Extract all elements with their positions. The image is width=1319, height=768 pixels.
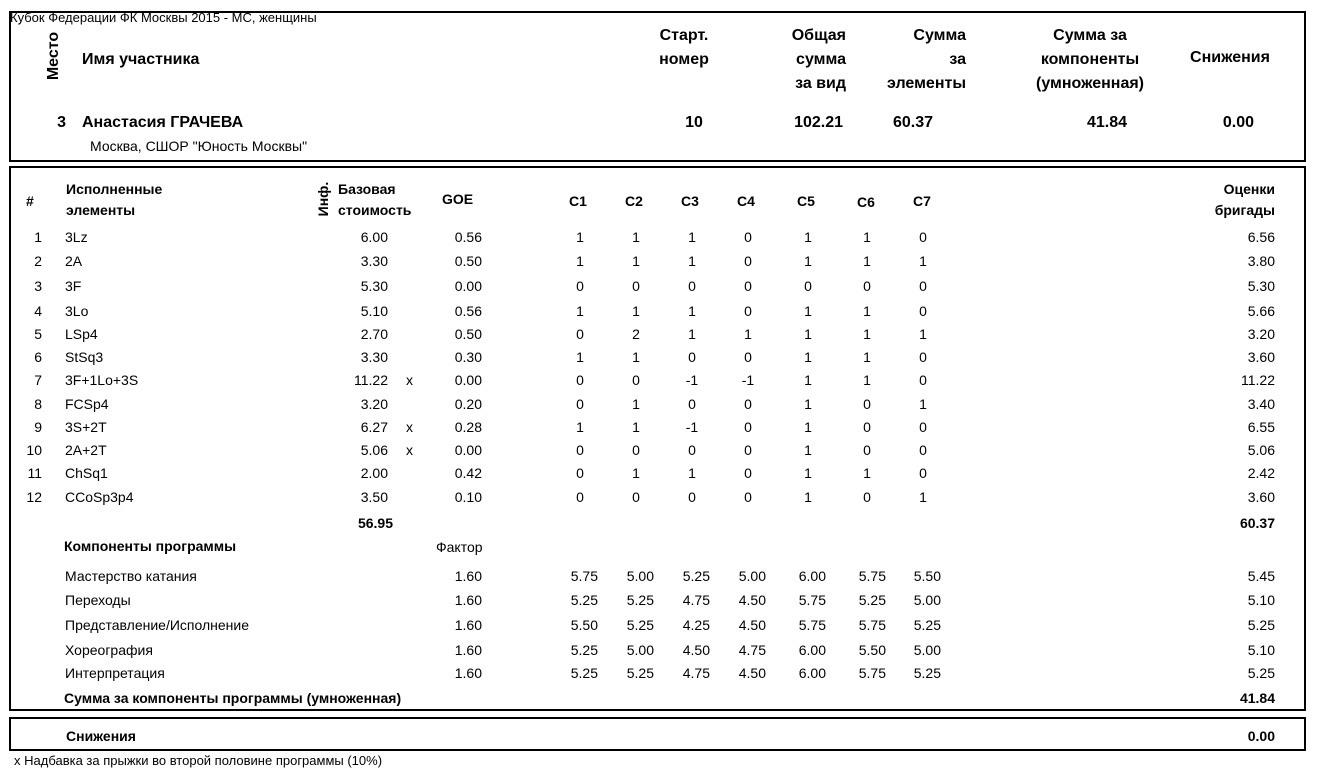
col-elements-header-1: Сумма <box>913 27 966 44</box>
skater-start-number: 10 <box>685 114 703 131</box>
element-judge-c2: 1 <box>632 303 640 319</box>
element-judge-c6: 1 <box>863 372 871 388</box>
element-judge-c2: 2 <box>632 326 640 342</box>
element-judge-c2: 1 <box>632 396 640 412</box>
component-judge-c5: 5.75 <box>798 617 826 633</box>
element-num: 3 <box>34 278 42 294</box>
component-judge-c4: 4.50 <box>738 665 766 681</box>
element-name: 3F+1Lo+3S <box>65 372 139 388</box>
component-score: 5.10 <box>1247 592 1275 608</box>
element-judge-c6: 1 <box>863 253 871 269</box>
element-judge-c4: -1 <box>741 372 755 388</box>
element-row <box>0 396 1319 418</box>
element-row <box>0 229 1319 251</box>
element-score: 3.60 <box>1247 489 1275 505</box>
element-judge-c5: 1 <box>804 442 812 458</box>
element-judge-c4: 0 <box>744 303 752 319</box>
element-base-value: 5.06 <box>360 442 388 458</box>
element-judge-c6: 0 <box>863 278 871 294</box>
element-judge-c3: 1 <box>688 303 696 319</box>
element-base-value: 3.20 <box>360 396 388 412</box>
component-judge-c2: 5.25 <box>626 617 654 633</box>
element-num: 5 <box>34 326 42 342</box>
component-judge-c5: 6.00 <box>798 568 826 584</box>
judge-header-c5: C5 <box>797 193 815 209</box>
element-judge-c6: 1 <box>863 326 871 342</box>
col-elements-header-3: элементы <box>887 75 966 92</box>
element-name: 3F <box>65 278 82 294</box>
base-header-1: Базовая <box>338 181 396 197</box>
col-components-header-3: (умноженная) <box>1036 75 1144 92</box>
element-judge-c4: 0 <box>744 349 752 365</box>
element-judge-c1: 0 <box>576 465 584 481</box>
element-judge-c4: 0 <box>744 253 752 269</box>
element-judge-c1: 0 <box>576 372 584 388</box>
element-goe: 0.42 <box>454 465 482 481</box>
element-judge-c3: 1 <box>688 326 696 342</box>
elements-total-score: 60.37 <box>1239 515 1275 531</box>
element-judge-c2: 1 <box>632 349 640 365</box>
element-judge-c2: 0 <box>632 278 640 294</box>
element-info: x <box>406 372 413 388</box>
element-judge-c1: 0 <box>576 326 584 342</box>
component-judge-c2: 5.25 <box>626 592 654 608</box>
element-judge-c5: 1 <box>804 229 812 245</box>
panel-header-1: Оценки <box>1223 181 1275 197</box>
component-judge-c2: 5.00 <box>626 568 654 584</box>
judge-header-c3: C3 <box>681 193 699 209</box>
element-judge-c7: 1 <box>919 489 927 505</box>
element-judge-c4: 0 <box>744 229 752 245</box>
element-num: 11 <box>27 465 42 481</box>
base-header-2: стоимость <box>338 202 412 218</box>
element-judge-c7: 1 <box>919 253 927 269</box>
element-name: 2A <box>65 253 83 269</box>
element-row <box>0 326 1319 348</box>
col-total-header-3: за вид <box>795 75 846 92</box>
element-judge-c7: 1 <box>919 326 927 342</box>
element-base-value: 2.00 <box>360 465 388 481</box>
component-score: 5.25 <box>1247 617 1275 633</box>
element-goe: 0.56 <box>454 229 482 245</box>
element-judge-c1: 0 <box>576 489 584 505</box>
element-row <box>0 349 1319 371</box>
element-judge-c3: 1 <box>688 229 696 245</box>
element-judge-c4: 0 <box>744 396 752 412</box>
deductions-box <box>9 717 1306 751</box>
element-judge-c7: 0 <box>919 372 927 388</box>
col-start-header-1: Старт. <box>659 27 709 44</box>
element-judge-c3: 0 <box>688 489 696 505</box>
element-num: 2 <box>34 253 42 269</box>
element-num: 8 <box>34 396 42 412</box>
components-title: Компоненты программы <box>64 538 237 554</box>
element-score: 6.56 <box>1247 229 1275 245</box>
element-row <box>0 465 1319 487</box>
component-row <box>0 568 1319 590</box>
skater-component-score: 41.84 <box>1086 114 1127 131</box>
element-score: 5.66 <box>1247 303 1275 319</box>
element-num: 10 <box>26 442 42 458</box>
info-header: Инф. <box>315 181 331 217</box>
component-judge-c4: 5.00 <box>738 568 766 584</box>
element-judge-c5: 1 <box>804 465 812 481</box>
component-row <box>0 665 1319 687</box>
component-score: 5.25 <box>1247 665 1275 681</box>
element-base-value: 3.30 <box>360 349 388 365</box>
element-name: 3S+2T <box>65 419 107 435</box>
element-judge-c1: 1 <box>576 253 584 269</box>
element-row <box>0 442 1319 464</box>
component-judge-c7: 5.25 <box>913 617 941 633</box>
col-deductions-header: Снижения <box>1190 49 1270 66</box>
col-total-header-1: Общая <box>791 27 846 44</box>
element-score: 3.80 <box>1247 253 1275 269</box>
component-judge-c1: 5.25 <box>570 665 598 681</box>
element-name: ChSq1 <box>65 465 108 481</box>
elements-total-base: 56.95 <box>357 515 393 531</box>
element-judge-c7: 0 <box>919 229 927 245</box>
col-place-header: Место <box>45 31 62 81</box>
footnote: x Надбавка за прыжки во второй половине программы (10%) <box>14 753 383 768</box>
element-judge-c6: 1 <box>863 349 871 365</box>
element-name: 3Lz <box>65 229 88 245</box>
component-judge-c3: 4.75 <box>682 665 710 681</box>
element-judge-c7: 0 <box>919 278 927 294</box>
element-judge-c6: 1 <box>863 229 871 245</box>
element-row <box>0 253 1319 275</box>
document-title: Кубок Федерации ФК Москвы 2015 - МС, женщины <box>10 10 317 25</box>
component-name: Хореография <box>65 642 153 658</box>
element-goe: 0.10 <box>454 489 482 505</box>
element-base-value: 5.30 <box>360 278 388 294</box>
component-judge-c3: 4.25 <box>682 617 710 633</box>
component-judge-c6: 5.50 <box>858 642 886 658</box>
element-judge-c5: 1 <box>804 326 812 342</box>
skater-place: 3 <box>57 114 66 131</box>
component-name: Представление/Исполнение <box>65 617 249 633</box>
element-judge-c3: 0 <box>688 442 696 458</box>
component-score: 5.45 <box>1247 568 1275 584</box>
component-name: Мастерство катания <box>65 568 197 584</box>
element-base-value: 11.22 <box>354 372 388 388</box>
element-goe: 0.50 <box>454 326 482 342</box>
element-base-value: 3.30 <box>360 253 388 269</box>
element-info: x <box>406 419 413 435</box>
element-name: 3Lo <box>65 303 89 319</box>
components-total-score: 41.84 <box>1239 690 1275 706</box>
skater-deductions: 0.00 <box>1222 114 1254 131</box>
element-judge-c2: 0 <box>632 372 640 388</box>
skater-total-score: 102.21 <box>794 114 843 131</box>
num-header: # <box>26 193 34 209</box>
component-judge-c3: 5.25 <box>682 568 710 584</box>
element-name: 2A+2T <box>65 442 107 458</box>
element-judge-c1: 1 <box>576 419 584 435</box>
factor-header: Фактор <box>436 539 483 555</box>
element-name: CCoSp3p4 <box>65 489 134 505</box>
element-row <box>0 372 1319 394</box>
element-judge-c3: 0 <box>688 278 696 294</box>
element-judge-c6: 0 <box>863 442 871 458</box>
element-goe: 0.28 <box>454 419 482 435</box>
element-judge-c7: 0 <box>919 303 927 319</box>
component-judge-c6: 5.75 <box>858 665 886 681</box>
element-judge-c5: 0 <box>804 278 812 294</box>
element-num: 1 <box>34 229 42 245</box>
element-judge-c6: 0 <box>863 396 871 412</box>
element-judge-c7: 1 <box>919 396 927 412</box>
element-judge-c1: 0 <box>576 396 584 412</box>
element-name: FCSp4 <box>65 396 109 412</box>
element-judge-c5: 1 <box>804 396 812 412</box>
component-judge-c7: 5.25 <box>913 665 941 681</box>
skater-name: Анастасия ГРАЧЕВА <box>82 114 244 131</box>
element-row <box>0 303 1319 325</box>
skater-club: Москва, СШОР "Юность Москвы" <box>90 138 308 154</box>
element-judge-c4: 0 <box>744 465 752 481</box>
skater-element-score: 60.37 <box>892 114 933 131</box>
element-judge-c3: 1 <box>688 253 696 269</box>
element-row <box>0 278 1319 300</box>
element-judge-c7: 0 <box>919 349 927 365</box>
element-judge-c4: 0 <box>744 489 752 505</box>
element-num: 7 <box>34 372 42 388</box>
element-goe: 0.00 <box>454 278 482 294</box>
element-score: 3.20 <box>1247 326 1275 342</box>
element-goe: 0.50 <box>454 253 482 269</box>
col-total-header-2: сумма <box>796 51 846 68</box>
element-judge-c6: 1 <box>863 303 871 319</box>
goe-header: GOE <box>442 191 474 207</box>
col-components-header-2: компоненты <box>1040 51 1140 68</box>
component-judge-c3: 4.50 <box>682 642 710 658</box>
element-judge-c2: 1 <box>632 253 640 269</box>
component-judge-c6: 5.75 <box>858 617 886 633</box>
component-judge-c7: 5.00 <box>913 642 941 658</box>
deductions-label: Снижения <box>66 728 136 744</box>
col-start-header-2: номер <box>659 51 709 68</box>
judge-header-c1: C1 <box>569 193 587 209</box>
element-score: 3.60 <box>1247 349 1275 365</box>
element-judge-c1: 1 <box>576 229 584 245</box>
element-goe: 0.00 <box>454 442 482 458</box>
component-factor: 1.60 <box>454 617 482 633</box>
element-judge-c3: 1 <box>688 465 696 481</box>
component-judge-c1: 5.75 <box>570 568 598 584</box>
element-judge-c7: 0 <box>919 442 927 458</box>
element-judge-c7: 0 <box>919 465 927 481</box>
element-judge-c4: 0 <box>744 419 752 435</box>
element-judge-c5: 1 <box>804 489 812 505</box>
component-score: 5.10 <box>1247 642 1275 658</box>
element-judge-c4: 1 <box>744 326 752 342</box>
element-row <box>0 419 1319 441</box>
element-judge-c5: 1 <box>804 419 812 435</box>
component-judge-c6: 5.25 <box>858 592 886 608</box>
element-judge-c1: 0 <box>576 278 584 294</box>
element-base-value: 2.70 <box>360 326 388 342</box>
element-judge-c3: 0 <box>688 349 696 365</box>
element-judge-c2: 1 <box>632 465 640 481</box>
element-judge-c3: -1 <box>685 419 699 435</box>
component-name: Переходы <box>65 592 131 608</box>
elements-header-2: элементы <box>66 202 136 218</box>
element-score: 6.55 <box>1247 419 1275 435</box>
component-judge-c4: 4.75 <box>738 642 766 658</box>
elements-header-1: Исполненные <box>66 181 163 197</box>
element-base-value: 5.10 <box>360 303 388 319</box>
element-judge-c7: 0 <box>919 419 927 435</box>
element-score: 5.06 <box>1247 442 1275 458</box>
component-factor: 1.60 <box>454 642 482 658</box>
element-goe: 0.56 <box>454 303 482 319</box>
element-score: 11.22 <box>1241 372 1275 388</box>
component-judge-c2: 5.00 <box>626 642 654 658</box>
element-name: LSp4 <box>65 326 98 342</box>
element-score: 2.42 <box>1247 465 1275 481</box>
element-judge-c3: -1 <box>685 372 699 388</box>
component-judge-c6: 5.75 <box>858 568 886 584</box>
element-num: 6 <box>34 349 42 365</box>
element-judge-c5: 1 <box>804 253 812 269</box>
element-judge-c4: 0 <box>744 442 752 458</box>
col-elements-header-2: за <box>949 51 966 68</box>
element-score: 5.30 <box>1247 278 1275 294</box>
component-judge-c4: 4.50 <box>738 617 766 633</box>
element-judge-c2: 0 <box>632 442 640 458</box>
judge-header-c4: C4 <box>737 193 755 209</box>
component-judge-c3: 4.75 <box>682 592 710 608</box>
judge-header-c2: C2 <box>625 193 643 209</box>
element-judge-c5: 1 <box>804 349 812 365</box>
judge-header-c6: C6 <box>857 194 875 210</box>
judge-header-c7: C7 <box>913 193 931 209</box>
element-judge-c2: 0 <box>632 489 640 505</box>
element-num: 9 <box>34 419 42 435</box>
component-judge-c5: 6.00 <box>798 642 826 658</box>
components-total-label: Сумма за компоненты программы (умноженная) <box>64 690 402 706</box>
element-judge-c2: 1 <box>632 419 640 435</box>
element-num: 4 <box>34 303 42 319</box>
component-judge-c2: 5.25 <box>626 665 654 681</box>
component-factor: 1.60 <box>454 592 482 608</box>
element-judge-c1: 1 <box>576 349 584 365</box>
element-goe: 0.20 <box>454 396 482 412</box>
element-judge-c5: 1 <box>804 372 812 388</box>
component-row <box>0 617 1319 639</box>
element-score: 3.40 <box>1247 396 1275 412</box>
element-base-value: 6.00 <box>360 229 388 245</box>
element-base-value: 6.27 <box>360 419 388 435</box>
component-factor: 1.60 <box>454 568 482 584</box>
component-judge-c1: 5.50 <box>570 617 598 633</box>
element-judge-c1: 1 <box>576 303 584 319</box>
element-base-value: 3.50 <box>360 489 388 505</box>
element-judge-c5: 1 <box>804 303 812 319</box>
component-judge-c4: 4.50 <box>738 592 766 608</box>
component-judge-c1: 5.25 <box>570 642 598 658</box>
deductions-value: 0.00 <box>1247 728 1275 744</box>
component-row <box>0 592 1319 614</box>
element-judge-c1: 0 <box>576 442 584 458</box>
component-judge-c5: 6.00 <box>798 665 826 681</box>
element-judge-c4: 0 <box>744 278 752 294</box>
element-judge-c2: 1 <box>632 229 640 245</box>
component-row <box>0 642 1319 664</box>
element-row <box>0 489 1319 511</box>
component-name: Интерпретация <box>65 665 165 681</box>
element-judge-c6: 0 <box>863 489 871 505</box>
element-num: 12 <box>26 489 42 505</box>
element-goe: 0.30 <box>454 349 482 365</box>
element-goe: 0.00 <box>454 372 482 388</box>
component-judge-c1: 5.25 <box>570 592 598 608</box>
component-judge-c7: 5.50 <box>913 568 941 584</box>
element-name: StSq3 <box>65 349 104 365</box>
component-judge-c7: 5.00 <box>913 592 941 608</box>
component-factor: 1.60 <box>454 665 482 681</box>
element-judge-c3: 0 <box>688 396 696 412</box>
element-info: x <box>406 442 413 458</box>
component-judge-c5: 5.75 <box>798 592 826 608</box>
element-judge-c6: 0 <box>863 419 871 435</box>
element-judge-c6: 1 <box>863 465 871 481</box>
col-components-header-1: Сумма за <box>1053 27 1127 44</box>
panel-header-2: бригады <box>1214 202 1275 218</box>
col-name-header: Имя участника <box>82 51 200 68</box>
